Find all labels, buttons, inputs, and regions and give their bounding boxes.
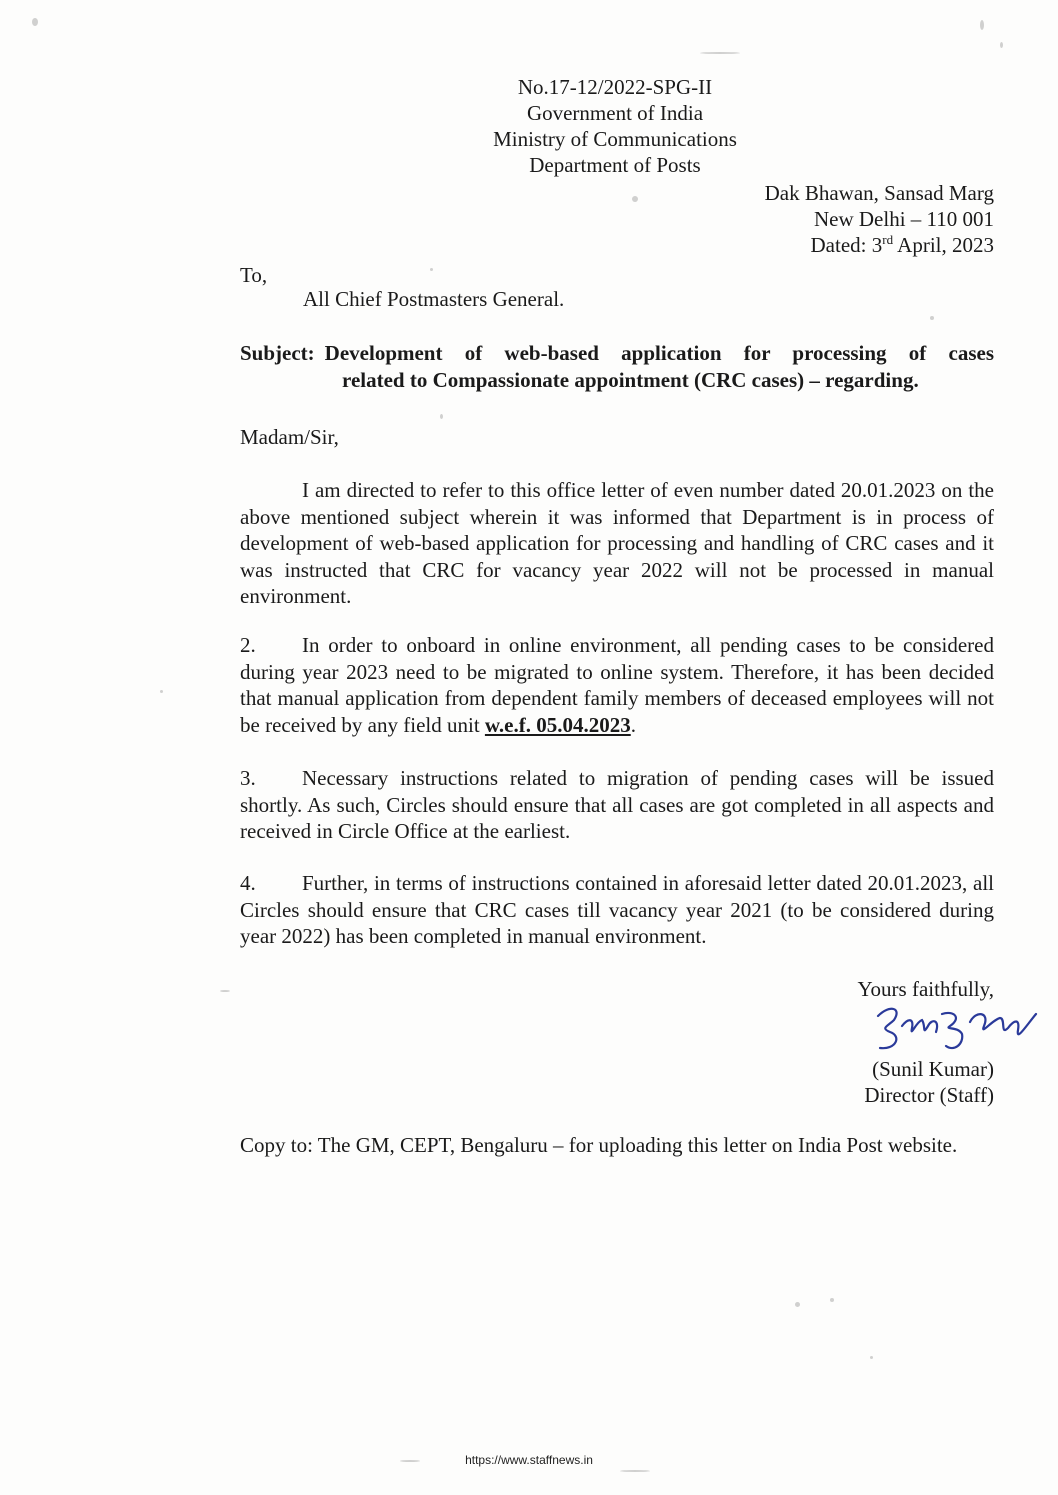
closing-yours-faithfully: Yours faithfully, bbox=[857, 977, 994, 1001]
ministry-line: Ministry of Communications bbox=[493, 127, 737, 151]
subject-text-1: Development of web-based application for processing of cases bbox=[324, 341, 994, 365]
scan-speck bbox=[980, 20, 984, 30]
scan-speck bbox=[620, 1470, 650, 1472]
scan-speck bbox=[220, 990, 230, 992]
paragraph-1 bbox=[240, 477, 994, 610]
scan-speck bbox=[440, 414, 443, 419]
scan-speck bbox=[870, 1356, 873, 1359]
scan-speck bbox=[1000, 42, 1003, 48]
salutation: Madam/Sir, bbox=[240, 425, 339, 449]
scan-speck bbox=[930, 316, 934, 320]
paragraph-number: 3. bbox=[240, 766, 256, 790]
paragraph-2-end: . bbox=[630, 712, 636, 737]
government-line: Government of India bbox=[526, 101, 704, 125]
paragraph-2 bbox=[240, 632, 994, 738]
subject-line-1 bbox=[240, 340, 994, 367]
department-line: Department of Posts bbox=[529, 153, 701, 177]
letter-date bbox=[765, 232, 994, 258]
effective-date: w.e.f. 05.04.2023 bbox=[484, 712, 631, 737]
paragraph-number: 4. bbox=[240, 871, 256, 895]
footer-url[interactable]: https://www.staffnews.in bbox=[465, 1453, 593, 1467]
scan-speck bbox=[830, 1298, 834, 1302]
subject bbox=[240, 340, 994, 394]
file-number: No.17-12/2022-SPG-II bbox=[517, 75, 713, 99]
subject-text-2: related to Compassionate appointment (CRC cases) – regarding. bbox=[342, 368, 919, 392]
paragraph-2-text: In order to onboard in online environment, all pending cases to be considered during year 2023 need to be migrated to online system. Therefore, it has been decided that manual application from dependent family members of deceased employees will not be received by any field unit bbox=[240, 633, 994, 737]
copy-to: Copy to: The GM, CEPT, Bengaluru – for uploading this letter on India Post website. bbox=[240, 1133, 958, 1157]
paragraph-4 bbox=[240, 870, 994, 950]
paragraph-3 bbox=[240, 765, 994, 845]
to-label: To, bbox=[240, 263, 268, 287]
recipient-name: All Chief Postmasters General. bbox=[303, 287, 565, 311]
scan-speck bbox=[700, 52, 740, 54]
address-line-1: Dak Bhawan, Sansad Marg bbox=[764, 181, 994, 205]
signer-block bbox=[864, 1056, 994, 1108]
signer-designation: Director (Staff) bbox=[864, 1083, 994, 1107]
scan-speck bbox=[160, 690, 163, 693]
paragraph-1-text: I am directed to refer to this office letter of even number dated 20.01.2023 on the above mentioned subject wherein it was informed that Department is in process of development of web-based application for processing and handling of CRC cases and it was instructed that CRC for vacancy year 2022 will not be processed in manual environment. bbox=[240, 478, 994, 608]
paragraph-4-text: Further, in terms of instructions contained in aforesaid letter dated 20.01.2023, all Circles should ensure that CRC cases till vacancy year 2021 (to be considered during year 2022) has been completed in manual environment. bbox=[240, 871, 994, 948]
scan-speck bbox=[632, 196, 638, 202]
date-prefix: Dated: 3 bbox=[810, 233, 883, 257]
scan-speck bbox=[32, 18, 38, 26]
letter-header bbox=[440, 74, 790, 178]
paragraph-number: 2. bbox=[240, 633, 256, 657]
subject-label: Subject: bbox=[240, 341, 315, 365]
scan-speck bbox=[430, 268, 433, 271]
date-suffix: April, 2023 bbox=[893, 233, 994, 257]
address-line-2: New Delhi – 110 001 bbox=[813, 207, 994, 231]
sender-address bbox=[765, 180, 994, 258]
signer-name: (Sunil Kumar) bbox=[872, 1057, 994, 1081]
paragraph-3-text: Necessary instructions related to migration of pending cases will be issued shortly. As such, Circles should ensure that all cases are got completed in all aspects and received in Circle Office at the earliest. bbox=[240, 766, 994, 843]
date-ordinal: rd bbox=[882, 232, 894, 247]
scan-speck bbox=[795, 1302, 800, 1307]
